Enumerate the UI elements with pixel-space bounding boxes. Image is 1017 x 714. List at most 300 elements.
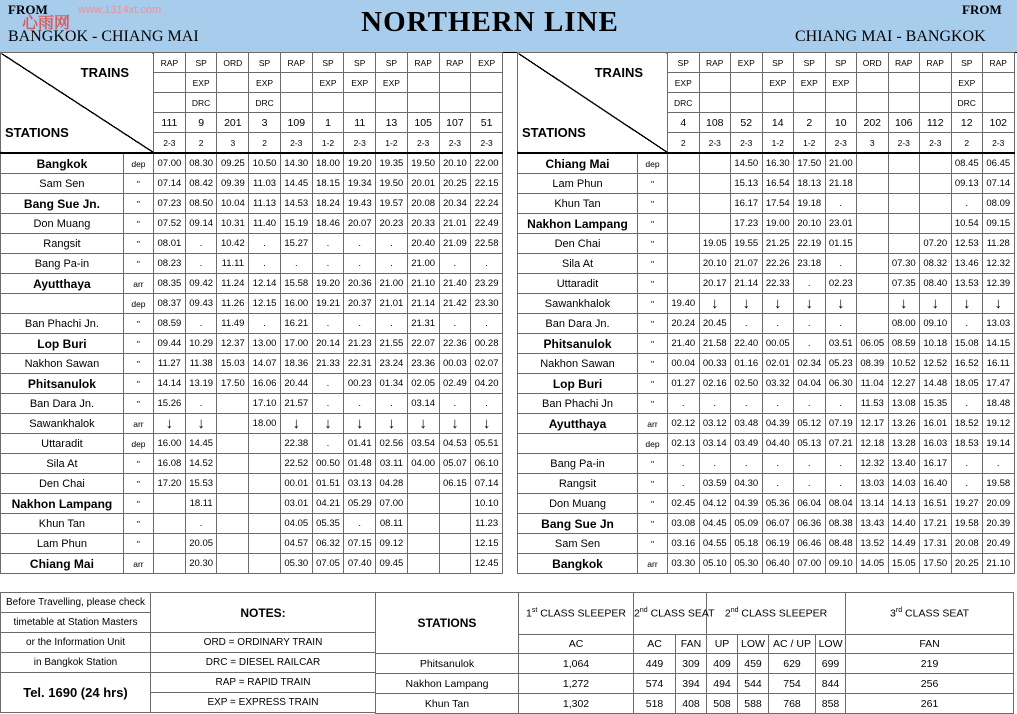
time-cell: 20.05 [185,534,217,554]
station-name [518,434,638,454]
station-row [1,334,503,354]
time-cell: 04.57 [280,534,312,554]
station-row [1,354,503,374]
time-cell: 06.10 [471,454,503,474]
station-name: Phitsanulok [518,334,638,354]
train-header-t2 [857,73,889,93]
time-cell: 22.33 [762,274,794,294]
train-header-cls: 2-3 [407,133,439,154]
time-cell: 08.40 [920,274,952,294]
time-cell: 20.44 [280,374,312,394]
time-cell [857,314,889,334]
time-cell: 20.17 [699,274,731,294]
time-cell: 12.18 [857,434,889,454]
train-header-no: 111 [154,113,186,133]
train-header-t3 [825,93,857,113]
time-cell: 21.01 [439,214,471,234]
train-header-t3 [857,93,889,113]
time-cell: 23.01 [825,214,857,234]
train-header-t2: EXP [762,73,794,93]
time-cell: 23.29 [471,274,503,294]
time-cell: 20.45 [699,314,731,334]
fare-value: 629 [769,654,816,674]
time-cell: 22.24 [471,194,503,214]
time-cell: 08.48 [825,534,857,554]
station-name: Nakhon Sawan [518,354,638,374]
time-cell: 21.40 [439,274,471,294]
arr-dep-marker: " [123,214,153,234]
time-cell: 07.14 [471,474,503,494]
train-header-t3 [888,93,920,113]
time-cell: . [825,314,857,334]
fare-subheader: LOW [816,635,846,654]
page-title: NORTHERN LINE [361,6,619,38]
time-cell: 16.52 [951,354,983,374]
time-cell: 11.23 [471,514,503,534]
time-cell: 15.08 [951,334,983,354]
time-cell: . [185,394,217,414]
time-cell: 15.58 [280,274,312,294]
pass-arrow: ↓ [312,414,344,434]
time-cell: 01.51 [312,474,344,494]
fare-value: 394 [676,674,707,694]
time-cell: 19.00 [762,214,794,234]
time-cell: 13.14 [857,494,889,514]
time-cell: . [376,314,408,334]
time-cell: 21.14 [407,294,439,314]
route-left: BANGKOK - CHIANG MAI [8,28,199,45]
time-cell: 02.34 [794,354,826,374]
time-cell: . [344,394,376,414]
time-cell: 16.30 [762,153,794,174]
arr-dep-marker: dep [123,294,153,314]
arr-dep-marker: " [638,494,668,514]
time-cell: 06.15 [439,474,471,494]
time-cell: . [825,394,857,414]
time-cell [920,174,952,194]
time-cell: 19.27 [951,494,983,514]
arr-dep-marker: " [638,174,668,194]
time-cell: 20.39 [983,514,1015,534]
time-cell [668,254,700,274]
time-cell: . [731,394,763,414]
time-cell: 01.27 [668,374,700,394]
arr-dep-marker: " [123,254,153,274]
time-cell: 12.15 [249,294,281,314]
time-cell [217,474,249,494]
station-row [1,274,503,294]
fare-value: 588 [738,694,769,714]
time-cell [407,514,439,534]
time-cell: 13.08 [888,394,920,414]
time-cell: 09.10 [825,554,857,574]
train-header-cls: 2 [951,133,983,154]
time-cell: 20.07 [344,214,376,234]
train-header-t2: EXP [344,73,376,93]
train-header-t1: RAP [439,53,471,73]
time-cell: 22.31 [344,354,376,374]
station-name: Lop Buri [1,334,124,354]
station-name: Uttaradit [518,274,638,294]
station-name: Khun Tan [1,514,124,534]
time-cell: 12.14 [249,274,281,294]
time-cell: 18.11 [185,494,217,514]
time-cell: 23.36 [407,354,439,374]
time-cell: 20.08 [951,534,983,554]
fare-value: 574 [634,674,676,694]
fare-value: 768 [769,694,816,714]
time-cell [888,194,920,214]
time-cell: 03.54 [407,434,439,454]
train-header-t1: RAP [888,53,920,73]
train-header-no: 4 [668,113,700,133]
time-cell: 21.33 [312,354,344,374]
time-cell: . [471,394,503,414]
station-name: Ayutthaya [1,274,124,294]
time-cell: 22.07 [407,334,439,354]
time-cell: 14.49 [888,534,920,554]
time-cell: 21.00 [407,254,439,274]
time-cell: 13.52 [857,534,889,554]
time-cell: 03.14 [407,394,439,414]
time-cell: . [699,394,731,414]
time-cell: 06.04 [794,494,826,514]
time-cell: 11.53 [857,394,889,414]
time-cell [249,434,281,454]
time-cell: 22.52 [280,454,312,474]
time-cell: 14.14 [154,374,186,394]
pass-arrow: ↓ [794,294,826,314]
train-header-t1: SP [344,53,376,73]
time-cell: 18.36 [280,354,312,374]
train-header-no: 52 [731,113,763,133]
time-cell: 20.49 [983,534,1015,554]
time-cell: 19.57 [376,194,408,214]
time-cell: 21.07 [731,254,763,274]
note-item: DRC = DIESEL RAILCAR [151,653,376,673]
time-cell: 13.46 [951,254,983,274]
time-cell: . [825,254,857,274]
fare-value: 518 [634,694,676,714]
time-cell: 19.20 [344,153,376,174]
time-cell: 22.15 [471,174,503,194]
train-header-no: 14 [762,113,794,133]
time-cell: 16.11 [983,354,1015,374]
train-header-t2 [471,73,503,93]
train-header-t1: RAP [154,53,186,73]
time-cell: 07.30 [888,254,920,274]
time-cell: 04.21 [312,494,344,514]
time-cell: 10.31 [217,214,249,234]
train-header-no: 3 [249,113,281,133]
arr-dep-marker: " [638,334,668,354]
train-header-no: 9 [185,113,217,133]
time-cell: 04.53 [439,434,471,454]
arr-dep-marker: " [123,394,153,414]
time-cell: 02.50 [731,374,763,394]
train-header-no: 107 [439,113,471,133]
time-cell: 08.45 [951,153,983,174]
time-cell: 14.30 [280,153,312,174]
arr-dep-marker: " [123,474,153,494]
arr-dep-marker: " [638,274,668,294]
trains-label: TRAINS [594,65,643,80]
fare-value: 754 [769,674,816,694]
time-cell: . [312,374,344,394]
trains-label: TRAINS [80,65,130,80]
time-cell: 02.07 [471,354,503,374]
time-cell: 10.50 [249,153,281,174]
time-cell: 15.19 [280,214,312,234]
time-cell: 13.40 [888,454,920,474]
fare-value: 459 [738,654,769,674]
time-cell [217,494,249,514]
station-row [1,454,503,474]
train-header-cls: 2-3 [280,133,312,154]
time-cell: 21.18 [825,174,857,194]
station-row [518,474,1015,494]
time-cell [154,554,186,574]
info-line: Before Travelling, please check [1,593,151,613]
pass-arrow: ↓ [439,414,471,434]
time-cell: . [312,314,344,334]
time-cell: 03.59 [699,474,731,494]
time-cell [699,153,731,174]
pass-arrow: ↓ [407,414,439,434]
time-cell: 15.13 [731,174,763,194]
time-cell: 18.48 [983,394,1015,414]
station-name: Rangsit [518,474,638,494]
time-cell: 19.43 [344,194,376,214]
train-header-cls: 2-3 [920,133,952,154]
time-cell: 16.21 [280,314,312,334]
time-cell [217,414,249,434]
time-cell: 17.10 [249,394,281,414]
station-row [518,434,1015,454]
time-cell: 07.19 [825,414,857,434]
time-cell: 19.58 [951,514,983,534]
time-cell: 18.05 [951,374,983,394]
time-cell: 07.21 [825,434,857,454]
time-cell: 21.09 [439,234,471,254]
arr-dep-marker: " [638,354,668,374]
time-cell: 04.20 [471,374,503,394]
time-cell: 08.09 [983,194,1015,214]
train-header-no: 12 [951,113,983,133]
time-cell [920,194,952,214]
train-header-t1: SP [185,53,217,73]
from-right: FROM [962,2,1002,17]
station-name: Sam Sen [1,174,124,194]
time-cell: 05.09 [731,514,763,534]
fare-header-2nd-sleeper: 2nd CLASS SLEEPER [707,593,846,635]
fare-value: 494 [707,674,738,694]
time-cell [439,554,471,574]
time-cell: 19.58 [983,474,1015,494]
time-cell: . [471,314,503,334]
time-cell: 16.17 [920,454,952,474]
station-row [518,534,1015,554]
fare-header-1st-sleeper: 1st CLASS SLEEPER [519,593,634,635]
time-cell: 14.45 [280,174,312,194]
fare-subheader: FAN [846,635,1014,654]
station-row [518,394,1015,414]
time-cell: 08.30 [185,153,217,174]
fare-value: 408 [676,694,707,714]
station-name: Ban Phachi Jn. [1,314,124,334]
time-cell: . [951,314,983,334]
time-cell: . [312,394,344,414]
train-header-no: 2 [794,113,826,133]
time-cell: 00.03 [439,354,471,374]
time-cell: . [344,254,376,274]
time-cell: 08.37 [154,294,186,314]
time-cell: 02.16 [699,374,731,394]
notes-title: NOTES: [151,593,376,633]
time-cell: 22.26 [762,254,794,274]
train-header-t3 [699,93,731,113]
time-cell: 07.00 [376,494,408,514]
station-row [518,334,1015,354]
time-cell [857,194,889,214]
time-cell: . [376,254,408,274]
train-header-cls: 1-2 [376,133,408,154]
train-header-no: 105 [407,113,439,133]
station-name: Nakhon Sawan [1,354,124,374]
station-name: Don Muang [518,494,638,514]
time-cell: 21.42 [439,294,471,314]
time-cell: 15.26 [154,394,186,414]
arr-dep-marker: " [123,374,153,394]
train-header-no: 11 [344,113,376,133]
time-cell: 16.06 [249,374,281,394]
train-header-t1: RAP [699,53,731,73]
time-cell: 09.13 [951,174,983,194]
train-header-t3 [983,93,1015,113]
time-cell: 18.53 [951,434,983,454]
pass-arrow: ↓ [762,294,794,314]
fare-stations-header: STATIONS [376,593,519,654]
time-cell: 06.07 [762,514,794,534]
time-cell: 11.49 [217,314,249,334]
fare-row [376,694,1014,714]
time-cell: . [376,234,408,254]
time-cell: 01.15 [825,234,857,254]
arr-dep-marker: " [638,374,668,394]
pass-arrow: ↓ [731,294,763,314]
time-cell: 05.13 [794,434,826,454]
time-cell: 16.03 [920,434,952,454]
pass-arrow: ↓ [983,294,1015,314]
train-header-t3 [217,93,249,113]
time-cell: 12.39 [983,274,1015,294]
train-header-t3 [439,93,471,113]
time-cell: 02.45 [668,494,700,514]
arr-dep-marker: dep [638,153,668,174]
time-cell: 03.49 [731,434,763,454]
train-header-t2 [731,73,763,93]
train-header-t2: EXP [185,73,217,93]
time-cell: 21.23 [344,334,376,354]
time-cell: 21.57 [280,394,312,414]
time-cell: 19.50 [376,174,408,194]
arr-dep-marker: " [638,534,668,554]
station-row [1,194,503,214]
train-header-t1: EXP [471,53,503,73]
train-header-t1: SP [249,53,281,73]
arr-dep-marker: arr [638,414,668,434]
train-header-cls: 2-3 [825,133,857,154]
time-cell: 05.23 [825,354,857,374]
time-cell: 02.05 [407,374,439,394]
time-cell: 23.24 [376,354,408,374]
timetable-chiangmai-bangkok [517,52,1015,574]
time-cell: 05.07 [439,454,471,474]
time-cell: 21.00 [376,274,408,294]
time-cell: 05.29 [344,494,376,514]
train-header-no: 102 [983,113,1015,133]
time-cell: 13.28 [888,434,920,454]
station-row [1,314,503,334]
note-item: RAP = RAPID TRAIN [151,673,376,693]
time-cell: 11.03 [249,174,281,194]
time-cell: 00.50 [312,454,344,474]
time-cell: 08.50 [185,194,217,214]
time-cell: 15.05 [888,554,920,574]
station-row [1,474,503,494]
arr-dep-marker: " [638,254,668,274]
station-row [1,153,503,174]
time-cell [857,294,889,314]
train-header-t1: SP [794,53,826,73]
fare-row [376,674,1014,694]
time-cell: 04.04 [794,374,826,394]
time-cell: 17.00 [280,334,312,354]
time-cell: 05.18 [731,534,763,554]
station-row [1,234,503,254]
arr-dep-marker: " [638,234,668,254]
time-cell: 02.12 [668,414,700,434]
time-cell: 16.00 [154,434,186,454]
time-cell: 12.37 [217,334,249,354]
station-name: Bang Pa-in [518,454,638,474]
time-cell: 04.12 [699,494,731,514]
time-cell [857,174,889,194]
station-row [1,214,503,234]
pass-arrow: ↓ [344,414,376,434]
time-cell [217,514,249,534]
train-header-cls: 2-3 [344,133,376,154]
time-cell: 19.34 [344,174,376,194]
time-cell: . [762,454,794,474]
time-cell: 08.04 [825,494,857,514]
train-header-t2 [983,73,1015,93]
time-cell: 12.17 [857,414,889,434]
time-cell [249,554,281,574]
arr-dep-marker: " [638,214,668,234]
fare-subheader: UP [707,635,738,654]
station-row [518,454,1015,474]
time-cell: 18.24 [312,194,344,214]
trains-stations-corner [518,53,668,154]
time-cell: . [439,394,471,414]
time-cell: 18.52 [951,414,983,434]
pass-arrow: ↓ [825,294,857,314]
arr-dep-marker: arr [123,274,153,294]
time-cell [857,254,889,274]
time-cell: 05.36 [762,494,794,514]
time-cell: 07.15 [344,534,376,554]
